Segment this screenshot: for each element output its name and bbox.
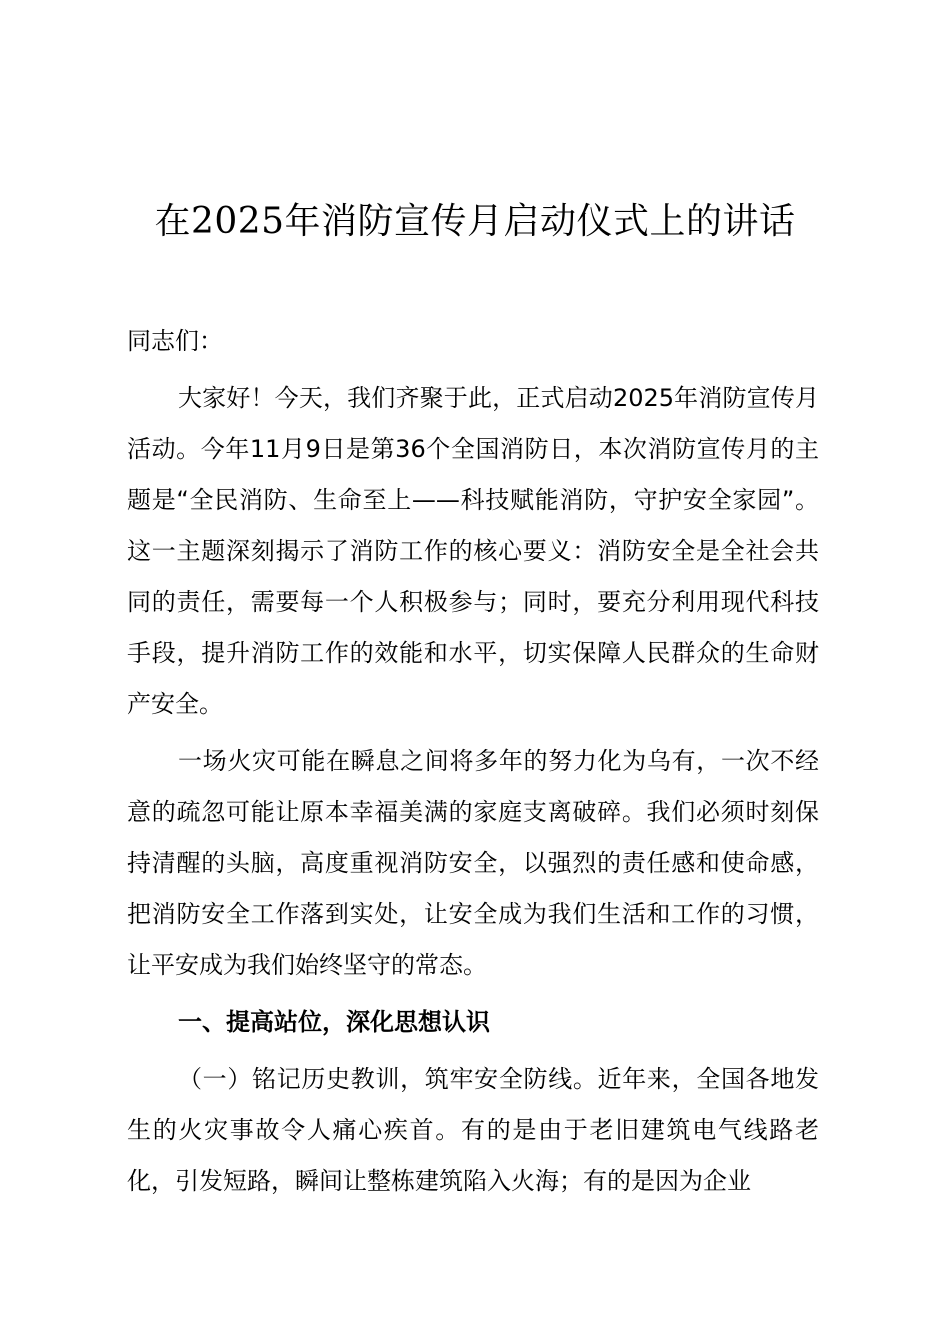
section-heading: 一、提高站位，深化思想认识 [178,1008,490,1036]
subsection-paragraph: （一）铭记历史教训，筑牢安全防线。近年来，全国各地发生的火灾事故令人痛心疾首。有的是由于老旧建筑电气线路老化，引发短路，瞬间让整栋建筑陷入火海；有的是因为企业 [127,1065,819,1195]
document-body [127,316,819,1213]
salutation: 同志们： [127,327,223,355]
paragraph-fire-warning: 一场火灾可能在瞬息之间将多年的努力化为乌有，一次不经意的疏忽可能让原本幸福美满的家庭支离破碎。我们必须时刻保持清醒的头脑，高度重视消防安全，以强烈的责任感和使命感，把消防安全工作落到实处，让安全成为我们生活和工作的习惯，让平安成为我们始终坚守的常态。 [127,747,819,979]
document-title: 在2025年消防宣传月启动仪式上的讲话 [154,201,796,242]
paragraph-opening: 大家好！今天，我们齐聚于此，正式启动2025年消防宣传月活动。今年11月9日是第36个全国消防日，本次消防宣传月的主题是“全民消防、生命至上——科技赋能消防，守护安全家园”。这一主题深刻揭示了消防工作的核心要义：消防安全是全社会共同的责任，需要每一个人积极参与；同时，要充分利用现代科技手段，提升消防工作的效能和水平，切实保障人民群众的生命财产安全。 [127,384,819,718]
